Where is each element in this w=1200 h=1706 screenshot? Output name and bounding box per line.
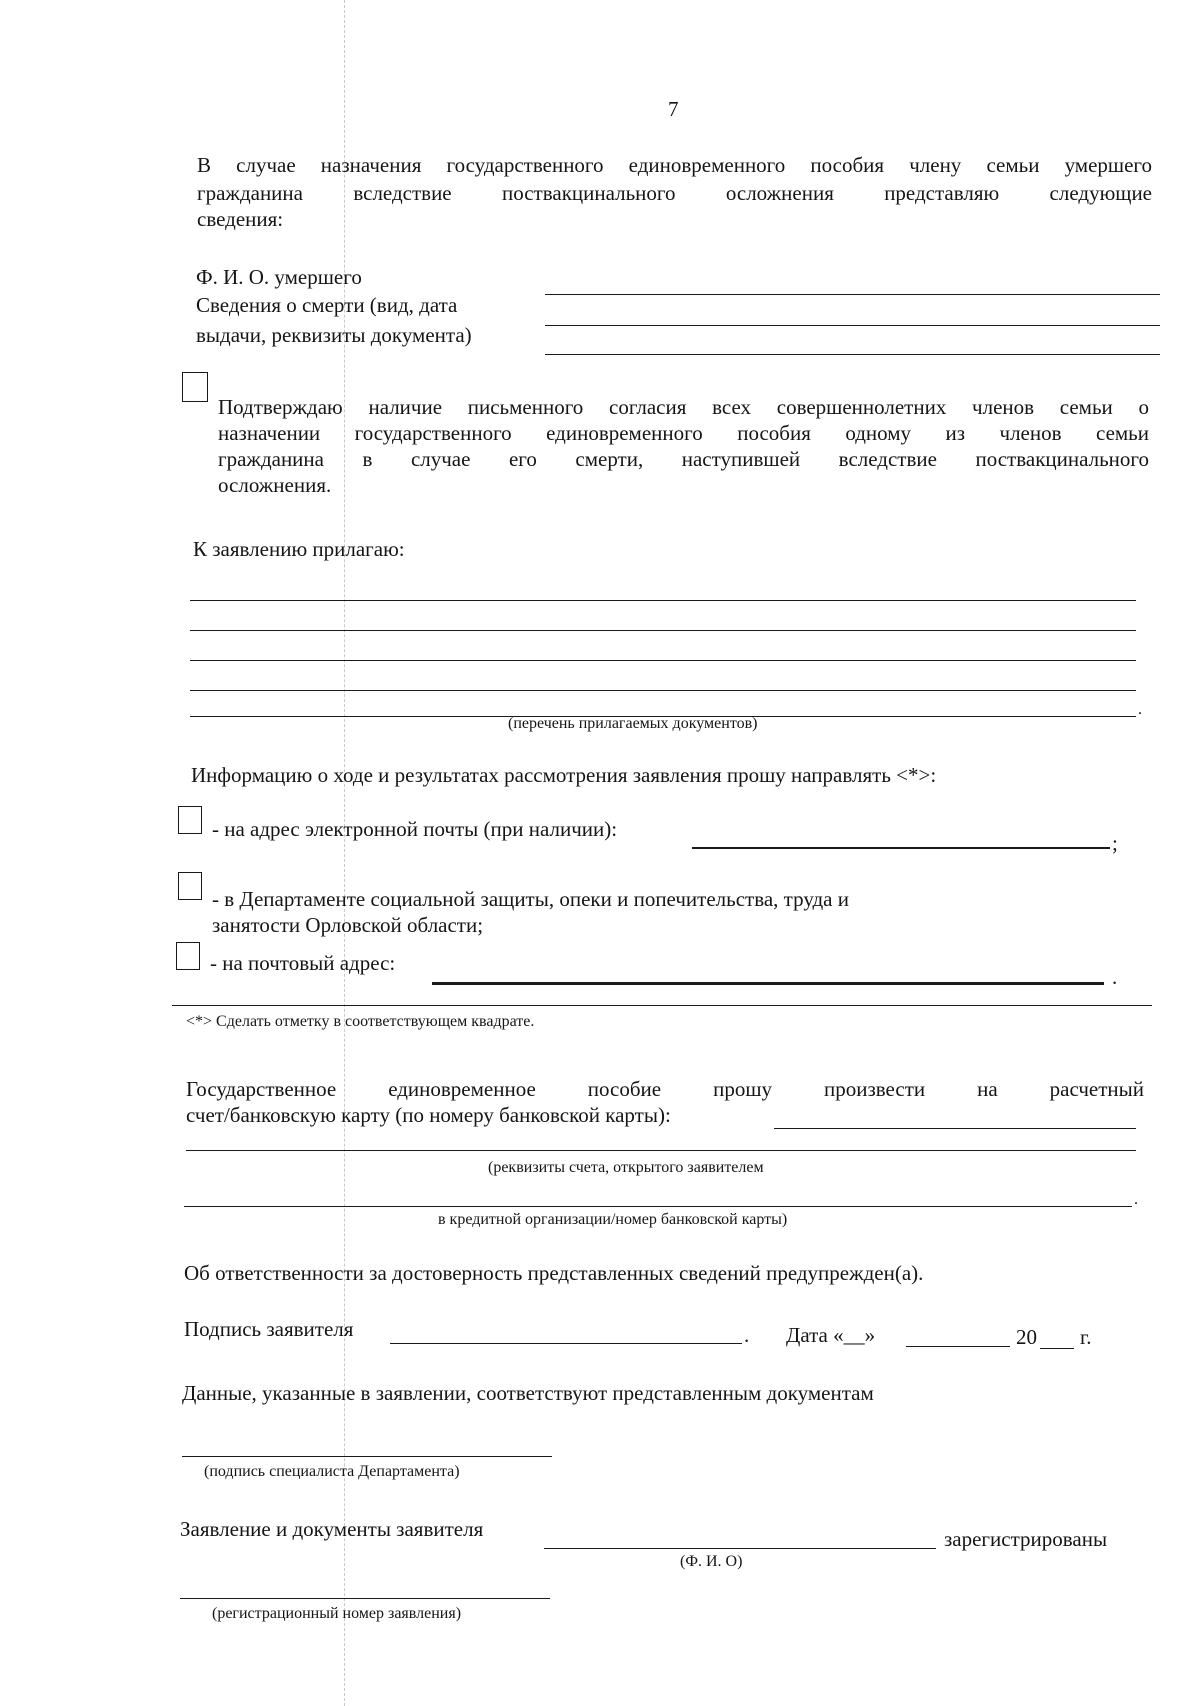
date-year-prefix: 20: [1016, 1325, 1037, 1349]
notify-email-checkbox[interactable]: [178, 806, 202, 834]
consent-line-4: осложнения.: [218, 473, 332, 497]
responsibility-text: Об ответственности за достоверность представленных сведений предупрежден(а).: [184, 1261, 924, 1285]
death-info-label-line-1: Сведения о смерти (вид, дата: [196, 293, 458, 317]
intro-line-3: сведения:: [197, 207, 284, 231]
registration-suffix: зарегистрированы: [944, 1527, 1108, 1551]
consent-line-3: гражданина в случае его смерти, наступившей вследствие поствакцинального: [218, 447, 1149, 471]
attachment-line-1[interactable]: [190, 600, 1136, 601]
notify-post-end: .: [1112, 965, 1118, 989]
scan-artifact-line: [344, 0, 346, 1706]
deceased-fio-label: Ф. И. О. умершего: [196, 265, 362, 289]
page-number: 7: [668, 97, 679, 121]
payment-account-field-1[interactable]: [186, 1150, 1136, 1151]
registration-fio-caption: (Ф. И. О): [680, 1553, 743, 1570]
date-year-suffix: г.: [1080, 1325, 1092, 1349]
payment-end-dot: .: [1134, 1191, 1138, 1208]
payment-line-2: счет/банковскую карту (по номеру банковской карты):: [186, 1103, 671, 1127]
attachment-line-4[interactable]: [190, 690, 1136, 691]
notify-footnote: <*> Сделать отметку в соответствующем квадрате.: [186, 1013, 535, 1030]
notify-department-checkbox[interactable]: [178, 872, 202, 900]
registration-label: Заявление и документы заявителя: [180, 1517, 484, 1541]
registration-fio-field[interactable]: [544, 1548, 936, 1549]
attachments-label: К заявлению прилагаю:: [193, 537, 405, 561]
intro-line-2: гражданина вследствие поствакцинального осложнения представляю следующие: [197, 181, 1152, 205]
date-label: Дата «__»: [786, 1323, 876, 1347]
date-year-field[interactable]: [1040, 1348, 1074, 1349]
date-month-field[interactable]: [906, 1346, 1010, 1347]
notify-post-label: - на почтовый адрес:: [210, 951, 396, 975]
death-info-field-2[interactable]: [545, 354, 1160, 355]
registration-number-caption: (регистрационный номер заявления): [212, 1605, 462, 1622]
notify-department-line-2: занятости Орловской области;: [212, 913, 484, 937]
death-info-field-1[interactable]: [545, 325, 1160, 326]
signature-dot: .: [744, 1323, 750, 1347]
attachment-line-3[interactable]: [190, 660, 1136, 661]
payment-caption-1: (реквизиты счета, открытого заявителем: [488, 1159, 764, 1176]
death-info-label-line-2: выдачи, реквизиты документа): [196, 323, 472, 347]
notify-email-field[interactable]: [692, 847, 1110, 849]
notify-post-field[interactable]: [432, 982, 1104, 985]
specialist-signature-caption: (подпись специалиста Департамента): [204, 1463, 460, 1480]
registration-number-field[interactable]: [180, 1598, 550, 1599]
signature-field[interactable]: [390, 1343, 742, 1344]
attachments-end-dot: .: [1138, 701, 1142, 718]
payment-account-field-2[interactable]: [184, 1206, 1132, 1207]
notify-post-checkbox[interactable]: [176, 942, 200, 970]
consent-checkbox[interactable]: [182, 372, 208, 402]
notify-label: Информацию о ходе и результатах рассмотрения заявления прошу направлять <*>:: [191, 763, 937, 787]
consent-line-2: назначении государственного единовременного пособия одному из членов семьи: [218, 421, 1149, 445]
consent-line-1: Подтверждаю наличие письменного согласия всех совершеннолетних членов семьи о: [218, 395, 1149, 419]
attachments-caption: (перечень прилагаемых документов): [508, 715, 758, 732]
notify-department-line-1: - в Департаменте социальной защиты, опеки и попечительства, труда и: [212, 887, 849, 911]
notify-email-label: - на адрес электронной почты (при наличии):: [212, 817, 618, 841]
specialist-signature-field[interactable]: [182, 1456, 552, 1457]
attachment-line-2[interactable]: [190, 630, 1136, 631]
verification-text: Данные, указанные в заявлении, соответствуют представленным документам: [182, 1381, 874, 1405]
notify-email-end: ;: [1112, 831, 1118, 855]
deceased-fio-field[interactable]: [545, 294, 1160, 295]
payment-card-field[interactable]: [774, 1128, 1136, 1129]
payment-line-1: Государственное единовременное пособие прошу произвести на расчетный: [186, 1077, 1144, 1101]
intro-line-1: В случае назначения государственного единовременного пособия члену семьи умершего: [197, 153, 1152, 177]
signature-label: Подпись заявителя: [184, 1317, 354, 1341]
footnote-divider: [172, 1005, 1152, 1006]
payment-caption-2: в кредитной организации/номер банковской карты): [438, 1211, 788, 1228]
